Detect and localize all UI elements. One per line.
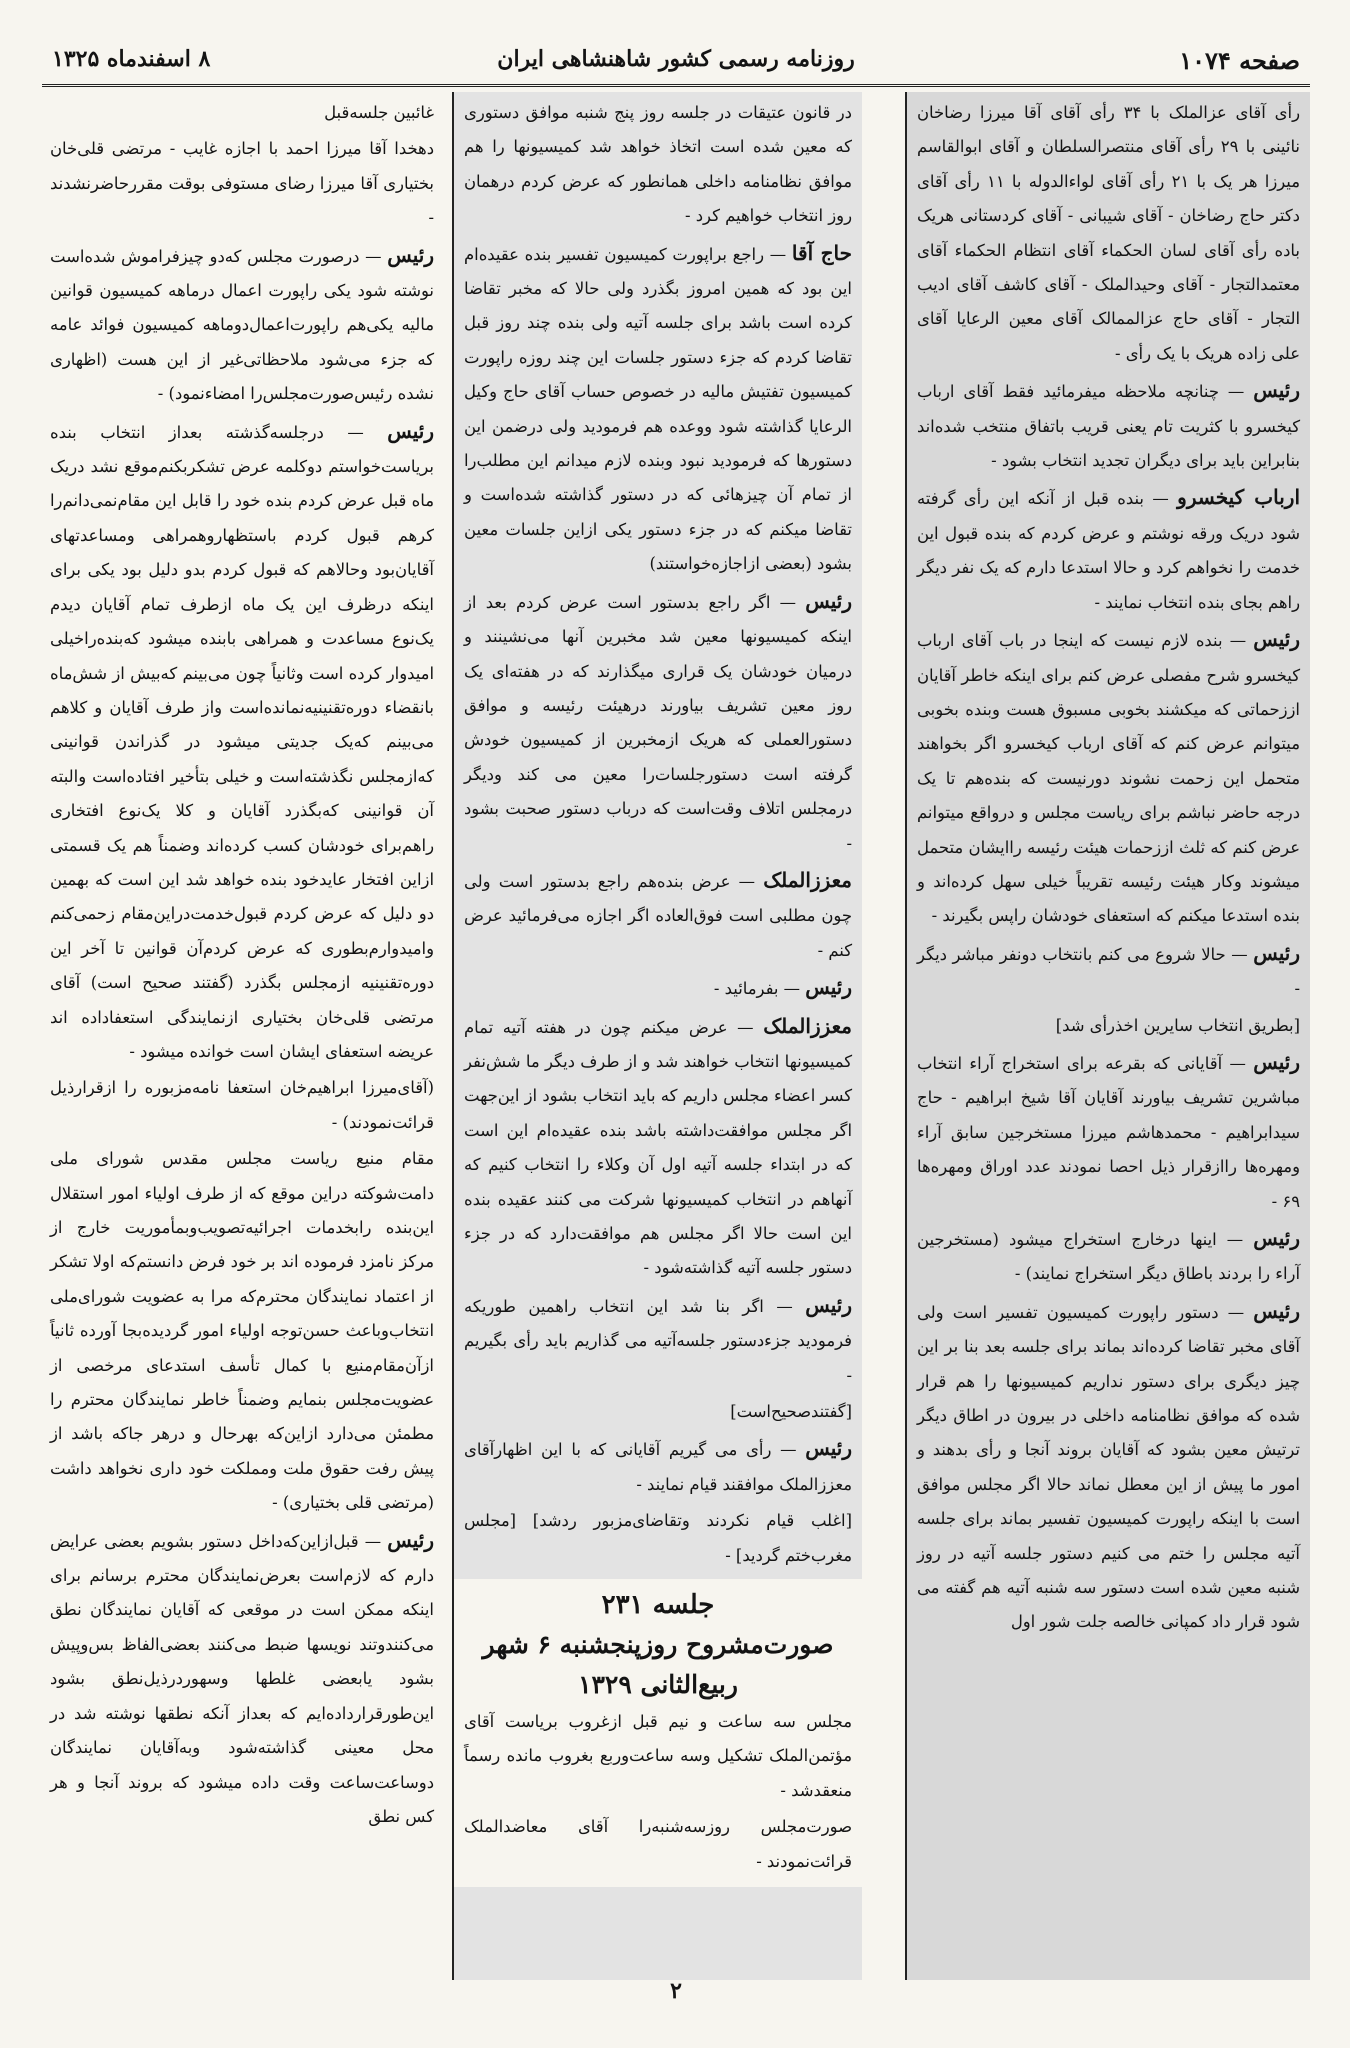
paragraph (917, 373, 1300, 478)
paragraph-text: دستور راپورت کمیسیون تفسیر است ولی آقای مخبر تقاضا کرده‌اند بماند برای جلسه بعد بنا بر این چیز دیگری برای دستور نداریم کمیسیونها را هم قرار شده که موافق نظامنامه داخلی در بیرون در اطاق دیگر ترتیش معین بشود که آقایان بروند آنجا و رأی بدهند و امور ما پیش از این معطل نماند حالا اگر مجلس موافق است با اینکه راپورت کمیسیون تفسیر بماند برای جلسه آتیه مجلس را ختم می کنیم دستور جلسه آتیه در روز شنبه معین شده است دستور سه شنبه آتیه هم گفته می شود قرار داد کمپانی خالصه جلت شور اول (917, 1302, 1300, 1632)
speaker-dash: — (1143, 489, 1178, 509)
speaker-name: رئیس (1253, 940, 1301, 965)
speaker-name: رئیس (805, 1436, 852, 1461)
paragraph-text: بنده قبل از آنکه این رأی گرفته شود دریک ورقه نوشتم و عرض کردم که بنده قبول این خدمت را نخواهم کرد و حالا استدعا دارم که یک نفر دیگر راهم بجای بنده انتخاب نمایند - (917, 489, 1300, 612)
paragraph (464, 1288, 852, 1393)
speaker-dash: — (1218, 1302, 1254, 1322)
speaker-dash: — (1222, 1053, 1254, 1073)
page-number-label: صفحه ۱۰۷۴ (1179, 46, 1300, 75)
speaker-name: رئیس (805, 588, 852, 613)
paragraph-text: درصورت مجلس که‌دو چیزفراموش شده‌است نوشته شود یکی راپورت اعمال درماهه کمیسیون قوانین مالیه یکی‌هم راپورت‌اعمال‌دوماهه کمیسیون فوائد عامه که جزء می‌شود ملاحظاتی‌غیر از این هست (اظهاری نشده رئیس‌صورت‌مجلس‌را امضاءنمود) - (50, 246, 434, 404)
speaker-dash: — (770, 592, 806, 612)
speaker-dash: — (358, 1531, 388, 1551)
gazette-page (42, 40, 1310, 2015)
speaker-dash: — (323, 422, 388, 442)
paragraph-text: قبل‌ازاین‌که‌داخل دستور بشویم بعضی عرایض دارم که لازم‌است بعرض‌نمایندگان محترم برسانم برای اینکه ممکن است در موقعی که آقایان نمایندگان نطق می‌کنندوتند نویسها ضبط می‌کنند بعضی‌الفاظ بس‌وپیش بشود یابعضی غلطها وسهوردرذیل‌نطق بشود این‌طورقرارداده‌ایم که بعداز آنکه نطقها نوشته شد در محل معینی گذاشته‌شود وبه‌آقایان نمایندگان دوساعت‌ساعت وقت داده میشود که بروند آنجا و هر کس نطق (50, 1531, 434, 1826)
speaker-name: رئیس (805, 975, 852, 1000)
paragraph (50, 132, 434, 235)
speaker-dash: — (1216, 1230, 1254, 1249)
session-intro (464, 1705, 852, 1879)
paragraph (917, 936, 1300, 1007)
session-date: ربیع‌الثانی ۱۳۲۹ (578, 1670, 738, 1700)
paragraph-text: مقام منیع ریاست مجلس مقدس شورای ملی دامت‌شوکته دراین موقع که از طرف اولیاء امور استقلال این‌بنده رابخدمات اجرائیه‌تصویب‌وبمأموریت خارج از مرکز نامزد فرموده اند بر خود فرض دانستم‌که اولا تشکر از اعتماد نمایندگان محترم‌که مرا به عضویت شورای‌ملی انتخاب‌وباعث حسن‌توجه اولیاء امور گردیده‌بجا آورده ثانیاً ازآن‌مقام‌منیع با کمال تأسف استدعای مرخصی از عضویت‌مجلس بنمایم وضمناً خاطر نمایندگان محترم را مطمئن می‌دارد ازاین‌که بهرحال و درهر جاکه باشد از پیش رفت حقوق ملت ومملکت خود داری نخواهد داشت (مرتضی قلی بختیاری) - (50, 1149, 434, 1513)
paragraph-text: اگر بنا شد این انتخاب راهمین طوریکه فرمودید جزءدستور جلسه‌آتیه می گذاریم باید رأی بگیریم - (464, 1296, 852, 1385)
paragraph-text: [بطریق انتخاب سایرین اخذرأی شد] (1055, 1015, 1300, 1035)
paragraph (50, 1071, 434, 1140)
paragraph (50, 1142, 434, 1520)
paragraph (464, 1009, 852, 1286)
speaker-name: رئیس (1253, 1298, 1300, 1323)
left-column (42, 92, 442, 1980)
paragraph (917, 1221, 1300, 1292)
paragraph-text: اگر راجع بدستور است عرض کردم بعد از اینکه کمیسیونها معین شد مخبرین آنها می‌نشینند و درمیان خودشان یک قراری میگذارند که در هفته‌ای یک روز معین تشریف بیاورند درهیئت رئیسه و موافق دستورالعملی که هریک ازمخبرین از کمیسیون خودش گرفته است دستورجلسات‌را معین می کند ودیگر درمجلس اتلاف وقت‌است که درباب دستور صحبت بشود - (464, 592, 852, 853)
paragraph-text: چنانچه ملاحظه میفرمائید فقط آقای ارباب کیخسرو با کثریت تام یعنی قریب باتفاق منتخب شده‌اند بنابراین باید برای دیگران تجدید انتخاب بشود - (917, 382, 1300, 471)
speaker-dash: — (1218, 382, 1254, 402)
speaker-dash: — (763, 1296, 806, 1316)
speaker-name: معززالملک (763, 867, 852, 892)
paragraph (917, 1009, 1300, 1043)
paragraph-text: عرض بنده‌هم راجع بدستور است ولی چون مطلبی است فوق‌العاده اگر اجازه می‌فرمائید عرض کنم - (464, 871, 852, 960)
paragraph (50, 414, 434, 1070)
paragraph-text: [گفتند‌صحیح‌است] (730, 1402, 852, 1422)
paragraph-text: درجلسه‌گذشته بعداز انتخاب بنده بریاست‌خواستم دوکلمه عرض تشکربکنم‌موقع نشد دریک ماه قبل عرض کردم بنده خود را قابل این مقام‌نمی‌دانم‌را کرهم قبول کردم باستظهاروهمراهی ومساعدتهای آقایان‌بود وحالاهم که قبول کردم بدو دلیل بود یکی برای اینکه درظرف این یک ماه ازطرف تمام آقایان دیدم یک‌نوع مساعدت و همراهی بابنده میشود که‌بنده‌راخیلی امیدوار کرده است وثانیاً چون می‌بینم که‌بیش از شش‌ماه بانقضاء دوره‌تقنینیه‌نمانده‌است واز طرف آقایان و کلاهم می‌بینم که‌یک جدیتی میشود در گذراندن قوانینی که‌ازمجلس نگذشته‌است و خیلی بتأخیر افتاده‌است والبته آن قوانینی که‌بگذرد آقایان و کلا یک‌نوع افتخاری راهم‌برای خودشان کسب کرده‌اند وضمناً هم یک قسمتی ازاین افتخار عایدخود بنده خواهد شد این است که بهمین دو دلیل که عرض کردم قبول‌خدمت‌دراین‌مقام زحمی‌کنم وامیدوارم‌بطوری که عرض کردم‌آن قوانین تا آخر این دوره‌تقنینیه ازمجلس بگذرد (گفتند صحیح است) آقای مرتضی قلی‌خان بختیاری ازنمایندگی استعفاداده اند عریضه استعفای ایشان است خوانده میشود - (50, 422, 434, 1061)
speaker-name: معززالملک (763, 1013, 852, 1038)
speaker-dash: — (771, 1440, 806, 1460)
issue-date: ۸ اسفندماه ۱۳۲۵ (52, 46, 211, 72)
speaker-dash: — (1225, 944, 1254, 964)
paragraph (464, 1395, 852, 1429)
publication-title: روزنامه رسمی کشور شاهنشاهی ایران (497, 46, 855, 72)
paragraph-text: صورت‌مجلس روزسه‌شنبه‌را آقای معاضدالملک قرائت‌نمودند - (464, 1817, 852, 1871)
paragraph (464, 1705, 852, 1808)
paragraph (917, 96, 1300, 371)
paragraph-text: آقایانی که بقرعه برای استخراج آراء انتخاب مباشرین تشریف بیاورند آقایان آقا شیخ ابراهیم - حاج سیدابراهیم - محمدهاشم میرزا مستخرجین سابق آراء ومهره‌ها راازقرار ذیل احصا نمودند عدد اوراق ومهره‌ها ۶۹ - (917, 1053, 1300, 1211)
middle-column-body (464, 96, 852, 1573)
paragraph (50, 238, 434, 412)
paragraph (464, 863, 852, 968)
paragraph-text: عرض میکنم چون در هفته آتیه تمام کمیسیونها انتخاب خواهند شد و از طرف دیگر ما شش‌نفر کسر اعضاء مجلس داریم که باید انتخاب بشود از این‌جهت اگر مجلس موافقت‌داشته باشد بنده عقیده‌ام این است که در ابتداء جلسه آتیه اول آن وکلاء را انتخاب کنیم که آنهاهم در انتخاب کمیسیونها شرکت می کنند عقیده بنده این است حالا اگر مجلس هم موافقت‌دارد که در جزء دستور جلسه آتیه گذاشته‌شود - (464, 1017, 852, 1278)
paragraph-text: [اغلب قیام نکردند وتقاضای‌مزبور ردشد] [مجلس مغرب‌ختم گردید] - (464, 1511, 852, 1565)
speaker-name: رئیس (387, 418, 435, 443)
speaker-dash: — (730, 871, 764, 891)
speaker-name: رئیس (387, 1527, 434, 1552)
paragraph (50, 96, 434, 130)
speaker-name: رئیس (387, 242, 435, 267)
paragraph (464, 970, 852, 1006)
speaker-name: رئیس (1253, 378, 1300, 403)
paragraph-text: حالا شروع می کنم بانتخاب دونفر مباشر دیگر - (917, 944, 1300, 999)
paragraph-text: (آقای‌میرزا ابراهیم‌خان استعفا نامه‌مزبوره را ازقرارذیل قرائت‌نمودند) - (50, 1078, 434, 1132)
paragraph-text: رأی می گیریم آقایانی که با این اظهارآقای معززالملک موافقند قیام نمایند - (464, 1440, 852, 1494)
speaker-dash: — (778, 979, 806, 999)
session-number: جلسه ۲۳۱ (601, 1590, 715, 1621)
paragraph-text: بنده لازم نیست که اینجا در باب آقای ارباب کیخسرو شرح مفصلی عرض کنم برای اینکه خاطر آقایان اززحماتی که میکشند بخوبی مسبوق هست وبنده بخوبی میتوانم عرض کنم که آقای ارباب کیخسرو اگر بخواهند متحمل این زحمت نشوند دورنیست که بنده‌هم تا یک درجه حاضر نباشم برای ریاست مجلس و درواقع میتوانم عرض کنم که ثلث اززحمات هیئت رئیسه راایشان متحمل میشوند وکار هیئت رئیسه تقریباً خیلی سهل کرده‌اند و بنده استدعا میکنم که استعفای خودشان راپس بگیرند - (917, 631, 1300, 926)
paragraph-text: بفرمائید - (713, 979, 779, 999)
middle-column (452, 92, 862, 1980)
paragraph (917, 480, 1300, 620)
speaker-name: رئیس (1253, 1226, 1300, 1250)
paragraph-text: غائبین جلسه‌قبل (324, 103, 434, 122)
paragraph (917, 622, 1300, 934)
paragraph-text: در قانون عتیقات در جلسه روز پنج شنبه موافق دستوری که معین شده است اتخاذ خواهد شد کمیسیونها را هم موافق نظامنامه داخلی همانطور که عرض کردم درهمان روز انتخاب خواهیم کرد - (464, 103, 852, 226)
paragraph-text: اینها درخارج استخراج میشود (مستخرجین آراء را بردند باطاق دیگر استخراج نمایند) - (917, 1230, 1300, 1284)
paragraph (464, 1431, 852, 1502)
paragraph-text: راجع براپورت کمیسیون تفسیر بنده عقیده‌ام این بود که همین امروز بگذرد ولی حالا که مخبر تقاضا کرده است باشد برای جلسه آتیه ولی بنده چند روز قبل تقاضا کردم که جزء دستور جلسات این چند روزه راپورت کمیسیون تفتیش مالیه در خصوص حساب آقای حاج وکیل الرعایا گذاشته شود ووعده هم فرمودید ولی درضمن این دستورها که فرمودید نبود وبنده لازم میدانم این مطلب‌را از تمام آن چیزهائی که در دستور گذاشته شده‌است و تقاضا میکنم که در جزء دستور یکی ازاین جلسات معین بشود (بعضی ازاجازه‌خواستند) (464, 244, 852, 574)
page-header (42, 40, 1310, 87)
paragraph (464, 584, 852, 861)
speaker-name: حاج آقا (791, 240, 853, 265)
right-column (905, 92, 1310, 1980)
speaker-name: رئیس (1253, 1049, 1300, 1074)
paragraph (917, 1294, 1300, 1640)
footer-marker: ۲ (670, 1978, 682, 2004)
speaker-name: ارباب کیخسرو (1177, 485, 1301, 510)
speaker-dash: — (1222, 631, 1254, 651)
paragraph (464, 1504, 852, 1573)
paragraph (464, 236, 852, 582)
paragraph-text: رأی آقای عزالملک با ۳۴ رأی آقای آقا میرزا رضاخان نائینی با ۲۹ رأی آقای منتصرالسلطان و آقای ابوالقاسم میرزا هر یک با ۲۱ رأی آقای لواءالدوله با ۱۱ رأی آقای دکتر حاج رضاخان - آقای شیبانی - آقای کردستانی هریک باده رأی آقای لسان الحکماء آقای انتظام الحکماء آقای معتمدالتجار - آقای وحیدالملک - آقای کاشف آقای ادیب التجار - آقای حاج عزالممالک آقای معین الرعایا آقای علی زاده هریک با یک رأی - (917, 103, 1301, 363)
speaker-dash: — (764, 244, 792, 264)
paragraph-text: دهخدا آقا میرزا احمد با اجازه غایب - مرتضی قلی‌خان بختیاری آقا میرزا رضای مستوفی بوقت مقرر‌حاضر‌نشدند - (50, 139, 434, 228)
paragraph (50, 1523, 434, 1835)
speaker-dash: — (359, 246, 388, 266)
paragraph (464, 96, 852, 234)
session-heading-box (454, 1579, 862, 1887)
paragraph-text: مجلس سه ساعت و نیم قبل ازغروب بریاست آقای مؤتمن‌الملک تشکیل وسه ساعت‌وربع بغروب مانده رسماً منعقدشد - (464, 1712, 852, 1800)
session-title: صورت‌مشروح روزپنجشنبه ۶ شهر (482, 1630, 834, 1660)
speaker-dash: — (727, 1017, 764, 1037)
speaker-name: رئیس (1253, 627, 1300, 652)
paragraph (464, 1810, 852, 1879)
paragraph (917, 1045, 1300, 1219)
speaker-name: رئیس (805, 1292, 853, 1317)
